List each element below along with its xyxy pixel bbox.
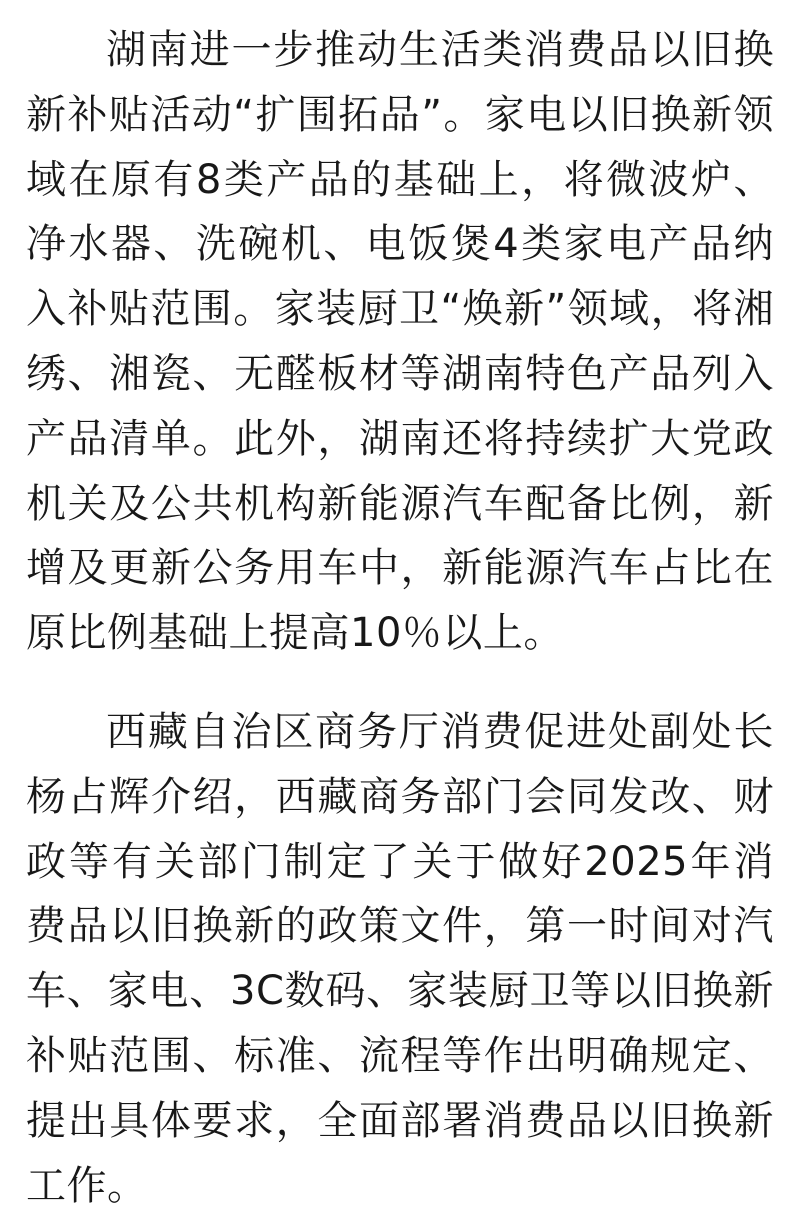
paragraph-hunan: 湖南进一步推动生活类消费品以旧换新补贴活动“扩围拓品”。家电以旧换新领域在原有8类产品的基础上，将微波炉、净水器、洗碗机、电饭煲4类家电产品纳入补贴范围。家装厨卫“焕新”领域，将湘绣、湘瓷、无醛板材等湖南特色产品列入产品清单。此外，湖南还将持续扩大党政机关及公共机构新能源汽车配备比例，新增及更新公务用车中，新能源汽车占比在原比例基础上提高10％以上。 [26, 27, 774, 657]
article-body [26, 18, 774, 1218]
paragraph-xizang: 西藏自治区商务厅消费促进处副处长杨占辉介绍，西藏商务部门会同发改、财政等有关部门制定了关于做好2025年消费品以旧换新的政策文件，第一时间对汽车、家电、3C数码、家装厨卫等以旧换新补贴范围、标准、流程等作出明确规定、提出具体要求，全面部署消费品以旧换新工作。 [26, 708, 774, 1209]
